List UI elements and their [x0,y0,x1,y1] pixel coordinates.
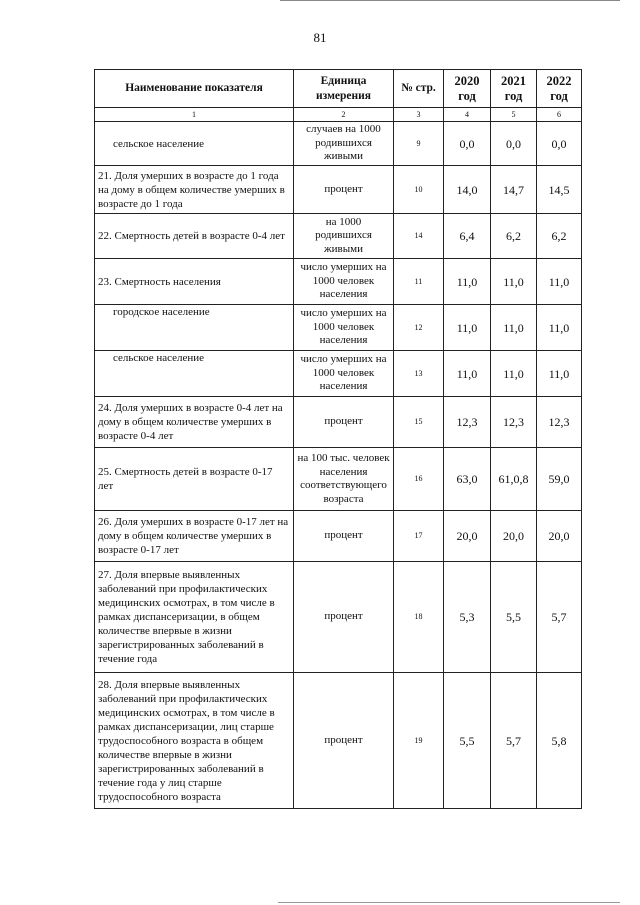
indicator-unit: случаев на 1000 родившихся живыми [294,122,394,166]
table-row [95,511,582,562]
value-2021: 20,0 [491,511,537,562]
value-2021: 11,0 [491,305,537,351]
line-number: 12 [394,305,444,351]
column-number: 6 [537,108,582,122]
line-number: 14 [394,214,444,259]
header-unit: Единица измерения [294,70,394,108]
table-row [95,122,582,166]
value-2020: 12,3 [444,397,491,448]
value-2022: 5,8 [537,673,582,809]
indicator-unit: процент [294,511,394,562]
value-2022: 6,2 [537,214,582,259]
value-2022: 11,0 [537,305,582,351]
value-2022: 0,0 [537,122,582,166]
value-2020: 11,0 [444,259,491,305]
value-2022: 14,5 [537,166,582,214]
value-2021: 11,0 [491,351,537,397]
indicator-unit: на 1000 родившихся живыми [294,214,394,259]
indicator-name: 24. Доля умерших в возрасте 0-4 лет на дому в общем количестве умерших в возрасте 0-4 лет [95,397,294,448]
line-number: 10 [394,166,444,214]
value-2022: 12,3 [537,397,582,448]
indicator-name: 22. Смертность детей в возрасте 0-4 лет [95,214,294,259]
line-number: 11 [394,259,444,305]
table-row [95,166,582,214]
line-number: 15 [394,397,444,448]
column-number: 2 [294,108,394,122]
indicator-unit: число умерших на 1000 человек населения [294,259,394,305]
indicator-unit: процент [294,397,394,448]
indicator-name: сельское население [95,351,294,397]
value-2020: 11,0 [444,351,491,397]
value-2021: 5,5 [491,562,537,673]
indicators-table [94,69,582,809]
scan-edge-top [280,0,620,1]
value-2022: 59,0 [537,448,582,511]
value-2021: 6,2 [491,214,537,259]
line-number: 13 [394,351,444,397]
indicator-unit: процент [294,166,394,214]
table-row [95,305,582,351]
line-number: 9 [394,122,444,166]
header-year-2021: 2021 год [491,70,537,108]
value-2021: 61,0,8 [491,448,537,511]
table-row [95,673,582,809]
indicator-unit: число умерших на 1000 человек населения [294,305,394,351]
value-2020: 20,0 [444,511,491,562]
line-number: 18 [394,562,444,673]
column-number: 4 [444,108,491,122]
scan-edge-bottom [278,902,620,903]
indicator-name: 27. Доля впервые выявленных заболеваний при профилактических медицинских осмотрах, в том числе в рамках диспансеризации, в общем количестве впервые в жизни зарегистрированных заболеваний в течение года [95,562,294,673]
value-2020: 11,0 [444,305,491,351]
column-number: 1 [95,108,294,122]
value-2022: 20,0 [537,511,582,562]
value-2020: 5,3 [444,562,491,673]
header-line-number: № стр. [394,70,444,108]
value-2021: 12,3 [491,397,537,448]
header-indicator-name: Наименование показателя [95,70,294,108]
value-2020: 0,0 [444,122,491,166]
value-2020: 14,0 [444,166,491,214]
indicator-name: 28. Доля впервые выявленных заболеваний при профилактических медицинских осмотрах, в том числе в рамках диспансеризации, лиц старше трудоспособного возраста в общем количестве впервые в жизни зарегистрированных заболеваний в течение года у лиц старше трудоспособного возраста [95,673,294,809]
value-2020: 6,4 [444,214,491,259]
value-2021: 0,0 [491,122,537,166]
value-2022: 11,0 [537,351,582,397]
value-2022: 5,7 [537,562,582,673]
indicator-unit: число умерших на 1000 человек населения [294,351,394,397]
value-2021: 11,0 [491,259,537,305]
value-2020: 5,5 [444,673,491,809]
indicator-unit: на 100 тыс. человек населения соответствующего возраста [294,448,394,511]
header-year-2020: 2020 год [444,70,491,108]
indicator-name: 21. Доля умерших в возрасте до 1 года на дому в общем количестве умерших в возрасте до 1 года [95,166,294,214]
value-2021: 5,7 [491,673,537,809]
indicator-unit: процент [294,562,394,673]
column-number: 5 [491,108,537,122]
table-row [95,448,582,511]
column-number: 3 [394,108,444,122]
indicator-name: сельское население [95,122,294,166]
line-number: 16 [394,448,444,511]
indicator-unit: процент [294,673,394,809]
line-number: 19 [394,673,444,809]
table-row [95,259,582,305]
table-row [95,397,582,448]
line-number: 17 [394,511,444,562]
page-number: 81 [313,30,327,45]
indicator-name: 26. Доля умерших в возрасте 0-17 лет на дому в общем количестве умерших в возрасте 0-17 лет [95,511,294,562]
table-row [95,562,582,673]
table-row [95,351,582,397]
indicator-name: городское население [95,305,294,351]
header-year-2022: 2022 год [537,70,582,108]
indicator-name: 25. Смертность детей в возрасте 0-17 лет [95,448,294,511]
value-2020: 63,0 [444,448,491,511]
value-2021: 14,7 [491,166,537,214]
table-row [95,214,582,259]
indicator-name: 23. Смертность населения [95,259,294,305]
value-2022: 11,0 [537,259,582,305]
